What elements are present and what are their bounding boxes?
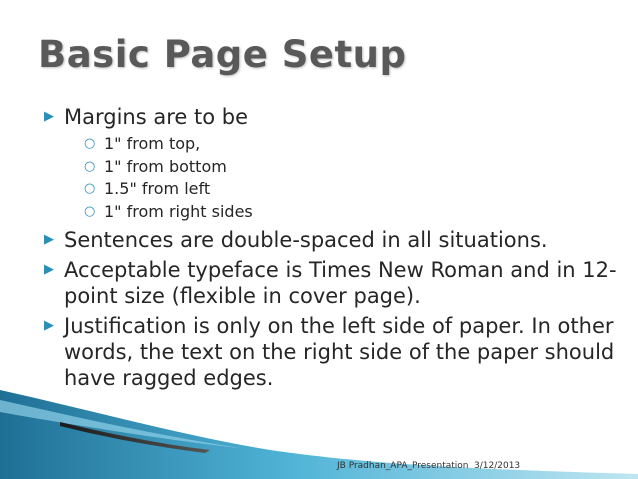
bullet-item [44, 257, 624, 309]
circle-bullet-icon: ○ [84, 136, 96, 151]
bullet-list [44, 104, 624, 395]
circle-bullet-icon: ○ [84, 158, 96, 174]
circle-bullet-icon: ○ [84, 181, 96, 196]
bullet-text: Sentences are double-spaced in all situations. [64, 228, 548, 252]
triangle-bullet-icon: ▶ [44, 109, 54, 124]
sub-item-text: 1.5" from left [104, 179, 211, 198]
sub-item-text: 1" from right sides [104, 201, 253, 221]
bullet-item [44, 313, 624, 391]
bullet-text: Acceptable typeface is Times New Roman and in 12-point size (flexible in cover page). [64, 258, 617, 308]
sub-item-text: 1" from top, [104, 134, 201, 153]
sub-item [84, 133, 624, 156]
sub-list [84, 133, 624, 223]
footer-date: 3/12/2013 [474, 461, 521, 471]
bullet-text: Justification is only on the left side of paper. In other words, the text on the right side of the paper should have ragged edges. [64, 314, 615, 390]
bullet-text: Margins are to be [64, 105, 248, 129]
footer-presenter: JB Pradhan_APA_Presentation [337, 461, 469, 471]
triangle-bullet-icon: ▶ [44, 262, 54, 277]
sub-item [84, 156, 624, 179]
triangle-bullet-icon: ▶ [44, 318, 54, 333]
sub-item-text: 1" from bottom [104, 156, 227, 176]
sub-item [84, 201, 624, 224]
triangle-bullet-icon: ▶ [44, 232, 54, 247]
slide-title: Basic Page Setup [38, 33, 407, 76]
circle-bullet-icon: ○ [84, 203, 96, 219]
bullet-item [44, 227, 624, 253]
bullet-item [44, 104, 624, 223]
decorative-swoosh [0, 390, 638, 479]
sub-item [84, 178, 624, 201]
